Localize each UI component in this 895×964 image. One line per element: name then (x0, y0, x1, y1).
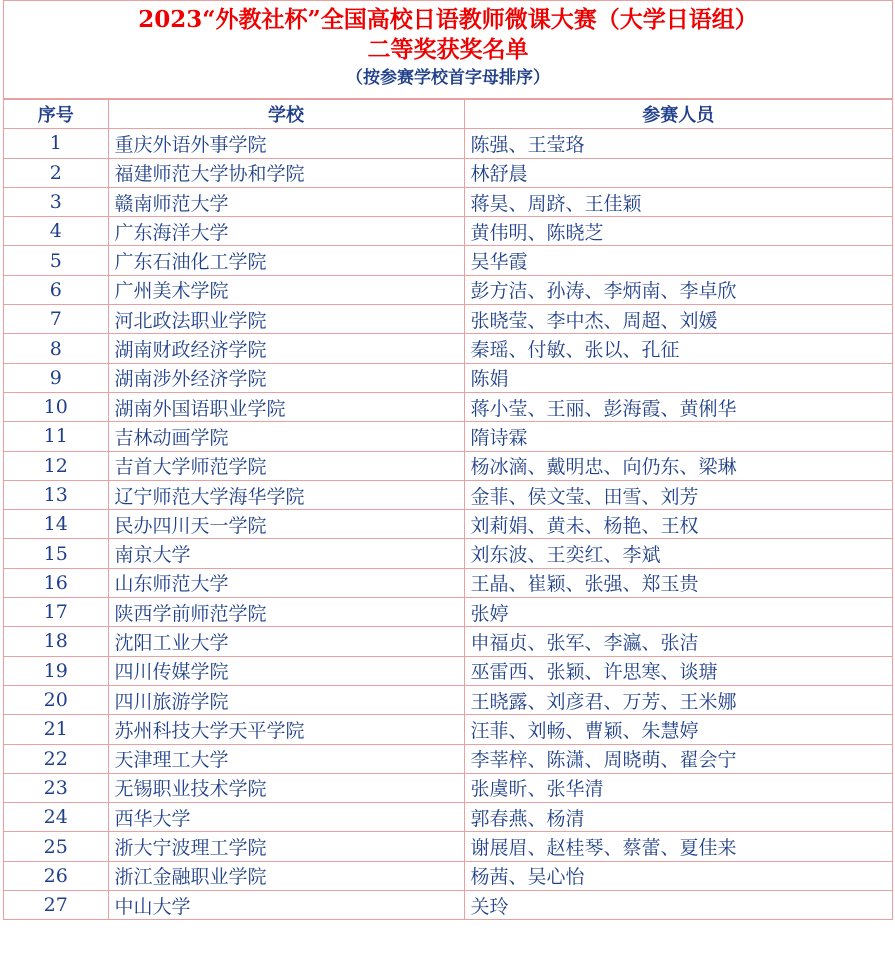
row-school: 苏州科技大学天平学院 (108, 715, 464, 744)
row-number: 4 (4, 217, 108, 246)
row-number: 19 (4, 656, 108, 685)
row-number: 15 (4, 539, 108, 568)
table-row (4, 891, 892, 920)
table-row (4, 773, 892, 802)
table-row (4, 744, 892, 773)
row-number: 16 (4, 568, 108, 597)
row-school: 河北政法职业学院 (108, 305, 464, 334)
row-members: 林舒晨 (464, 158, 892, 187)
row-number: 20 (4, 685, 108, 714)
row-members: 巫雷西、张颖、许思寒、谈瑭 (464, 656, 892, 685)
table-row (4, 187, 892, 216)
title-block (4, 1, 892, 99)
row-number: 17 (4, 598, 108, 627)
row-number: 5 (4, 246, 108, 275)
sort-note: （按参赛学校首字母排序） (346, 68, 550, 88)
row-number: 22 (4, 744, 108, 773)
row-number: 2 (4, 158, 108, 187)
row-number: 1 (4, 129, 108, 158)
row-number: 3 (4, 187, 108, 216)
row-school: 浙大宁波理工学院 (108, 832, 464, 861)
row-school: 无锡职业技术学院 (108, 773, 464, 802)
document-title: 2023“外教社杯”全国高校日语教师微课大赛（大学日语组） (138, 6, 758, 33)
row-number: 14 (4, 510, 108, 539)
row-number: 25 (4, 832, 108, 861)
row-school: 福建师范大学协和学院 (108, 158, 464, 187)
row-members: 王晶、崔颖、张强、郑玉贵 (464, 568, 892, 597)
table-row (4, 334, 892, 363)
row-members: 申福贞、张军、李瀛、张洁 (464, 627, 892, 656)
document-subtitle: 二等奖获奖名单 (367, 36, 529, 63)
row-number: 9 (4, 363, 108, 392)
row-members: 李莘梓、陈潇、周晓萌、翟会宁 (464, 744, 892, 773)
row-members: 蒋小莹、王丽、彭海霞、黄俐华 (464, 392, 892, 421)
row-members: 蒋昊、周跻、王佳颖 (464, 187, 892, 216)
header-number: 序号 (4, 100, 108, 129)
row-school: 陕西学前师范学院 (108, 598, 464, 627)
row-members: 刘东波、王奕红、李斌 (464, 539, 892, 568)
row-number: 18 (4, 627, 108, 656)
row-school: 赣南师范大学 (108, 187, 464, 216)
row-school: 广州美术学院 (108, 275, 464, 304)
row-number: 11 (4, 422, 108, 451)
table-row (4, 861, 892, 890)
row-school: 中山大学 (108, 891, 464, 920)
row-school: 民办四川天一学院 (108, 510, 464, 539)
row-school: 山东师范大学 (108, 568, 464, 597)
row-members: 秦瑶、付敏、张以、孔征 (464, 334, 892, 363)
row-members: 吴华霞 (464, 246, 892, 275)
row-school: 重庆外语外事学院 (108, 129, 464, 158)
table-row (4, 656, 892, 685)
table-row (4, 217, 892, 246)
row-members: 张虞昕、张华清 (464, 773, 892, 802)
row-number: 12 (4, 451, 108, 480)
row-school: 广东海洋大学 (108, 217, 464, 246)
table-row (4, 129, 892, 158)
table-row (4, 803, 892, 832)
table-row (4, 392, 892, 421)
row-school: 广东石油化工学院 (108, 246, 464, 275)
table-row (4, 451, 892, 480)
row-number: 21 (4, 715, 108, 744)
row-number: 27 (4, 891, 108, 920)
table-row (4, 480, 892, 509)
table-row (4, 598, 892, 627)
row-school: 沈阳工业大学 (108, 627, 464, 656)
row-members: 陈强、王莹珞 (464, 129, 892, 158)
row-members: 杨茜、吴心怡 (464, 861, 892, 890)
table-row (4, 715, 892, 744)
row-members: 谢展眉、赵桂琴、蔡蕾、夏佳来 (464, 832, 892, 861)
row-members: 关玲 (464, 891, 892, 920)
row-members: 陈娟 (464, 363, 892, 392)
table-row (4, 305, 892, 334)
row-number: 26 (4, 861, 108, 890)
row-members: 郭春燕、杨清 (464, 803, 892, 832)
table-row (4, 685, 892, 714)
row-members: 张晓莹、李中杰、周超、刘媛 (464, 305, 892, 334)
table-row (4, 539, 892, 568)
row-members: 王晓露、刘彦君、万芳、王米娜 (464, 685, 892, 714)
row-school: 湖南涉外经济学院 (108, 363, 464, 392)
row-number: 10 (4, 392, 108, 421)
row-school: 浙江金融职业学院 (108, 861, 464, 890)
row-number: 7 (4, 305, 108, 334)
row-school: 天津理工大学 (108, 744, 464, 773)
row-members: 汪菲、刘畅、曹颖、朱慧婷 (464, 715, 892, 744)
row-school: 南京大学 (108, 539, 464, 568)
row-members: 彭方洁、孙涛、李炳南、李卓欣 (464, 275, 892, 304)
header-school: 学校 (108, 100, 464, 129)
winners-table (4, 99, 892, 920)
row-members: 隋诗霖 (464, 422, 892, 451)
row-number: 23 (4, 773, 108, 802)
row-number: 6 (4, 275, 108, 304)
row-school: 四川旅游学院 (108, 685, 464, 714)
table-row (4, 246, 892, 275)
row-members: 金菲、侯文莹、田雪、刘芳 (464, 480, 892, 509)
table-row (4, 832, 892, 861)
row-school: 吉首大学师范学院 (108, 451, 464, 480)
row-number: 8 (4, 334, 108, 363)
row-members: 刘莉娟、黄未、杨艳、王权 (464, 510, 892, 539)
header-members: 参赛人员 (464, 100, 892, 129)
table-row (4, 510, 892, 539)
row-number: 13 (4, 480, 108, 509)
table-row (4, 363, 892, 392)
row-school: 湖南外国语职业学院 (108, 392, 464, 421)
row-members: 黄伟明、陈晓芝 (464, 217, 892, 246)
row-school: 吉林动画学院 (108, 422, 464, 451)
row-members: 杨冰滴、戴明忠、向仍东、梁琳 (464, 451, 892, 480)
table-row (4, 422, 892, 451)
row-school: 四川传媒学院 (108, 656, 464, 685)
table-row (4, 568, 892, 597)
table-header-row (4, 100, 892, 129)
table-row (4, 158, 892, 187)
table-row (4, 275, 892, 304)
table-row (4, 627, 892, 656)
row-school: 辽宁师范大学海华学院 (108, 480, 464, 509)
row-school: 湖南财政经济学院 (108, 334, 464, 363)
row-members: 张婷 (464, 598, 892, 627)
row-school: 西华大学 (108, 803, 464, 832)
row-number: 24 (4, 803, 108, 832)
award-list-sheet (3, 0, 893, 920)
